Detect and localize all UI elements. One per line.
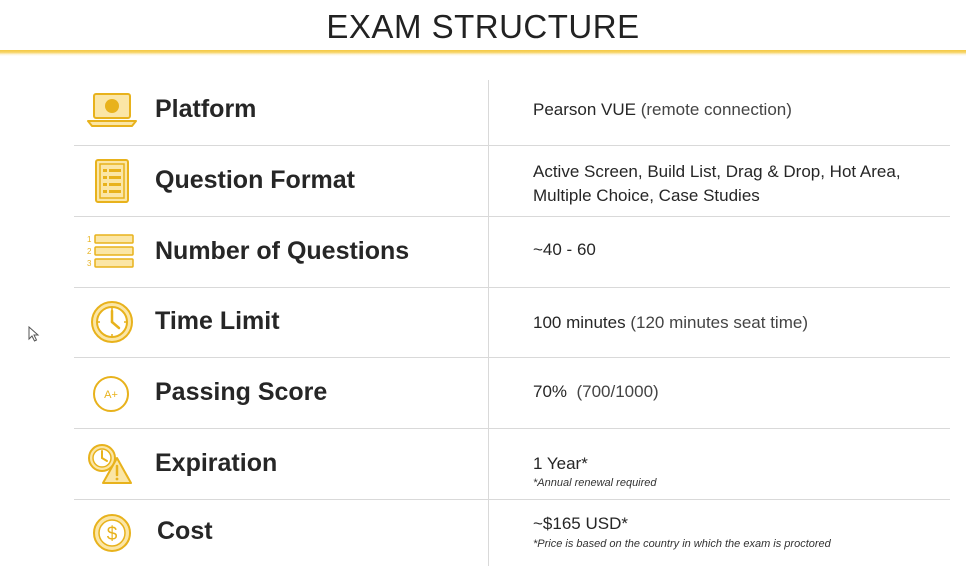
dollar-coin-icon — [92, 513, 132, 558]
platform-detail: (remote connection) — [636, 100, 792, 119]
row-value-platform — [533, 98, 792, 122]
list-number-1: 1 — [87, 235, 92, 244]
row-label-cost: Cost — [157, 517, 213, 545]
row-value-question-format-line1: Active Screen, Build List, Drag & Drop, Hot Area, — [533, 162, 901, 181]
row-separator — [74, 216, 950, 217]
clock-icon — [90, 300, 134, 349]
clock-warning-icon — [86, 442, 134, 491]
row-label-question-format: Question Format — [155, 166, 356, 194]
row-value-number-of-questions: ~40 - 60 — [533, 240, 596, 259]
row-value-time-limit — [533, 311, 808, 335]
row-label-platform: Platform — [155, 95, 257, 123]
row-value-question-format-line2: Multiple Choice, Case Studies — [533, 186, 760, 205]
title-underline — [0, 50, 966, 56]
row-separator — [74, 145, 950, 146]
form-list-icon — [94, 158, 130, 209]
cost-note: *Price is based on the country in which the exam is proctored — [533, 538, 831, 550]
coin-symbol: $ — [106, 524, 118, 545]
column-divider — [488, 80, 489, 566]
row-separator — [74, 428, 950, 429]
row-label-passing-score: Passing Score — [155, 378, 328, 406]
badge-text: A+ — [104, 389, 118, 401]
platform-name: Pearson VUE — [533, 100, 636, 119]
list-number-3: 3 — [87, 259, 92, 268]
time-limit-seat-time: (120 minutes seat time) — [625, 313, 808, 332]
passing-percent: 70% — [533, 382, 568, 401]
time-limit-minutes: 100 minutes — [533, 313, 626, 332]
row-value-expiration: 1 Year* — [533, 454, 588, 473]
page-title: EXAM STRUCTURE — [326, 8, 640, 45]
row-label-time-limit: Time Limit — [155, 307, 280, 335]
row-separator — [74, 499, 950, 500]
laptop-icon — [86, 92, 138, 133]
passing-points: (700/1000) — [567, 382, 659, 401]
mouse-cursor-icon — [28, 326, 40, 347]
grade-badge-icon — [92, 375, 130, 418]
expiration-note: *Annual renewal required — [533, 477, 657, 489]
row-label-number-of-questions: Number of Questions — [155, 237, 410, 265]
row-value-passing-score — [533, 380, 659, 404]
row-separator — [74, 357, 950, 358]
row-value-cost: ~$165 USD* — [533, 514, 628, 533]
row-label-expiration: Expiration — [155, 449, 278, 477]
list-number-2: 2 — [87, 247, 92, 256]
row-separator — [74, 287, 950, 288]
numbered-list-icon — [85, 233, 137, 276]
